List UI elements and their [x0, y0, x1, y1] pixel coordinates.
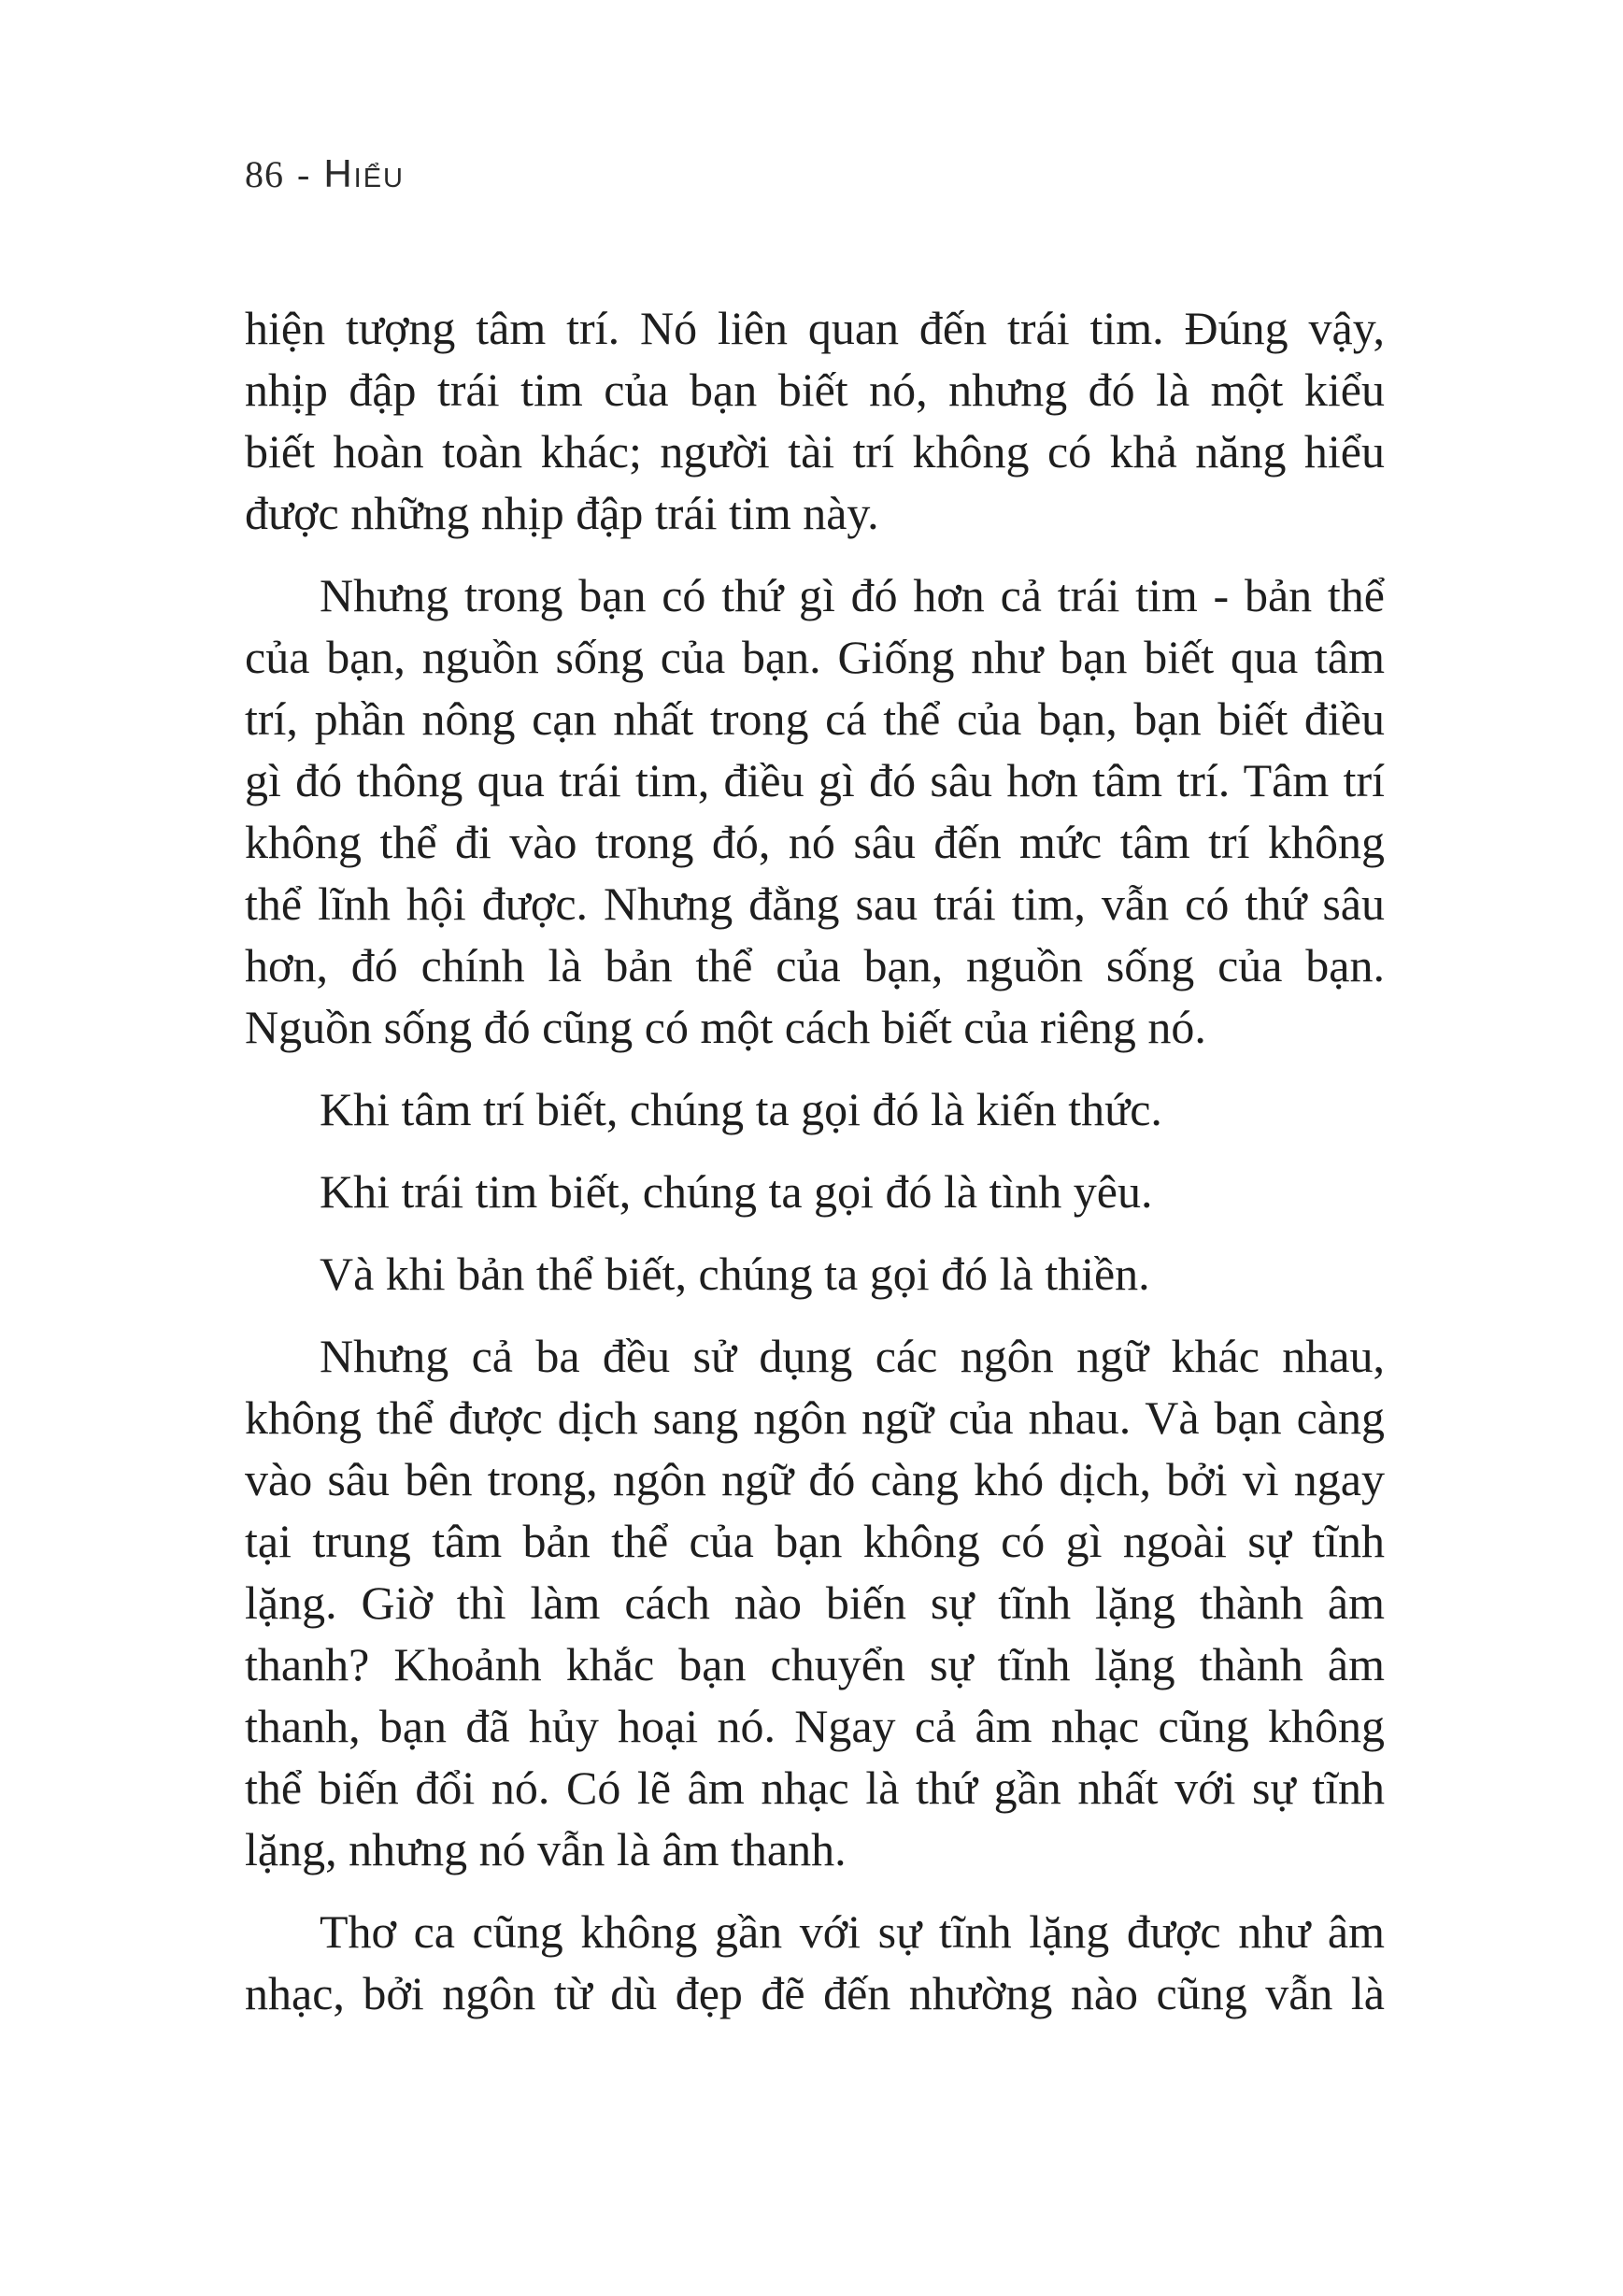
page-number: 86 [245, 153, 284, 195]
text-line: hiện tượng tâm trí. Nó liên quan đến trái tim. Đúng vậy, [245, 302, 1385, 354]
text-line: biết hoàn toàn khác; người tài trí không có khả năng hiểu [245, 425, 1385, 478]
text-line: thể biến đổi nó. Có lẽ âm nhạc là thứ gần nhất với sự tĩnh [245, 1761, 1385, 1814]
text-line: thanh, bạn đã hủy hoại nó. Ngay cả âm nhạc cũng không [245, 1700, 1385, 1752]
text-line: Và khi bản thể biết, chúng ta gọi đó là thiền. [320, 1248, 1150, 1300]
text-line: hơn, đó chính là bản thể của bạn, nguồn sống của bạn. [245, 939, 1385, 991]
paragraph [245, 297, 1385, 544]
text-line: tại trung tâm bản thể của bạn không có gì ngoài sự tĩnh [245, 1515, 1385, 1567]
text-line: Khi tâm trí biết, chúng ta gọi đó là kiến thức. [320, 1083, 1162, 1135]
paragraph [245, 564, 1385, 1058]
text-line: Nguồn sống đó cũng có một cách biết của riêng nó. [245, 1001, 1206, 1053]
text-line: Nhưng trong bạn có thứ gì đó hơn cả trái tim - bản thể [320, 569, 1385, 621]
header-separator: - [297, 153, 311, 195]
text-line: thể lĩnh hội được. Nhưng đằng sau trái tim, vẫn có thứ sâu [245, 877, 1385, 930]
text-line: Khi trái tim biết, chúng ta gọi đó là tình yêu. [320, 1165, 1153, 1218]
paragraph [245, 1078, 1385, 1140]
text-line: vào sâu bên trong, ngôn ngữ đó càng khó dịch, bởi vì ngay [245, 1453, 1385, 1505]
text-line: lặng, nhưng nó vẫn là âm thanh. [245, 1823, 847, 1875]
text-line: nhạc, bởi ngôn từ dù đẹp đẽ đến nhường nào cũng vẫn là [245, 1967, 1385, 2019]
text-line: của bạn, nguồn sống của bạn. Giống như bạn biết qua tâm [245, 631, 1385, 683]
text-line: được những nhịp đập trái tim này. [245, 487, 879, 539]
text-line: gì đó thông qua trái tim, điều gì đó sâu hơn tâm trí. Tâm trí [245, 754, 1385, 806]
text-line: lặng. Giờ thì làm cách nào biến sự tĩnh lặng thành âm [245, 1576, 1385, 1629]
running-header [245, 151, 405, 196]
text-line: Nhưng cả ba đều sử dụng các ngôn ngữ khác nhau, [320, 1330, 1385, 1382]
text-line: Thơ ca cũng không gần với sự tĩnh lặng được như âm [320, 1905, 1385, 1958]
paragraph [245, 1325, 1385, 1880]
text-line: trí, phần nông cạn nhất trong cá thể của bạn, bạn biết điều [245, 692, 1385, 745]
paragraph [245, 1161, 1385, 1222]
text-line: nhịp đập trái tim của bạn biết nó, nhưng đó là một kiểu [245, 364, 1385, 416]
book-title: Hiểu [323, 151, 406, 195]
text-line: không thể đi vào trong đó, nó sâu đến mức tâm trí không [245, 816, 1385, 868]
paragraph [245, 1901, 1385, 2024]
body-text [245, 297, 1385, 2045]
paragraph [245, 1243, 1385, 1305]
text-line: không thể được dịch sang ngôn ngữ của nhau. Và bạn càng [245, 1391, 1385, 1444]
text-line: thanh? Khoảnh khắc bạn chuyển sự tĩnh lặng thành âm [245, 1638, 1385, 1690]
